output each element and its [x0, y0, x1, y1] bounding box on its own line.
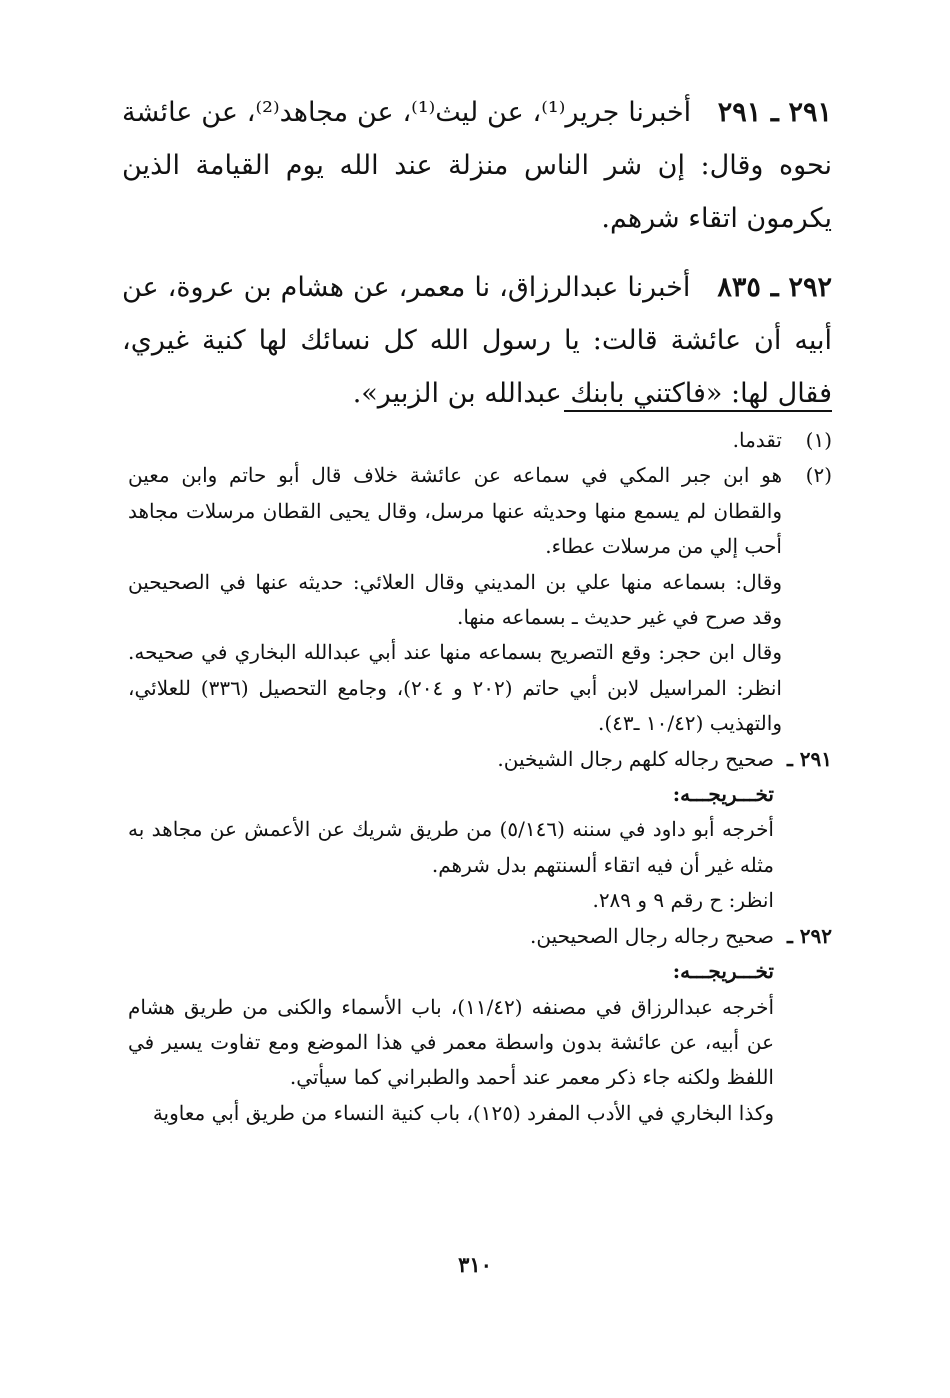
- takhrij-291: [128, 742, 832, 777]
- hadith-entry-292: [122, 261, 832, 420]
- footnote-number: (٢): [805, 463, 832, 488]
- takhrij-heading: تخـــريجـــه:: [672, 959, 774, 984]
- hadith-text: أخبرنا جرير⁽¹⁾، عن ليث⁽¹⁾، عن مجاهد⁽²⁾، عن عائشة نحوه وقال: إن شر الناس منزلة عند الله يوم القيامة الذين يكرمون اتقاء شرهم.: [122, 97, 832, 234]
- takhrij-number: ٢٩٢ ـ: [786, 923, 832, 948]
- footnote-2: [128, 458, 832, 741]
- takhrij-status: صحيح رجاله كلهم رجال الشيخين.: [497, 746, 774, 771]
- takhrij-291-body: [128, 777, 774, 919]
- takhrij-paragraph: أخرجه عبدالرزاق في مصنفه (١١/٤٢)، باب الأسماء والكنى من طريق هشام عن أبيه، عن عائشة بدون واسطة معمر في هذا الموضع ومع تفاوت يسير في اللفظ ولكنه جاء ذكر معمر عند أحمد والطبراني كما سيأتي.: [128, 994, 775, 1090]
- takhrij-paragraph: أخرجه أبو داود في سننه (٥/١٤٦) من طريق شريك عن الأعمش عن مجاهد به مثله غير أن فيه اتقاء ألسنتهم بدل شرهم.: [128, 817, 774, 877]
- takhrij-paragraph: انظر: ح رقم ٩ و ٢٨٩.: [592, 888, 774, 913]
- takhrij-paragraph: وكذا البخاري في الأدب المفرد (١٢٥)، باب كنية النساء من طريق أبي معاوية: [152, 1100, 774, 1125]
- footnote-text: تقدما.: [732, 428, 782, 452]
- hadith-number: ٢٩٢ ـ ٨٣٥: [717, 272, 833, 303]
- takhrij-number: ٢٩١ ـ: [786, 746, 832, 771]
- footnotes: [128, 423, 832, 1131]
- hadith-entry-291: [122, 86, 832, 245]
- hadith-text: أخبرنا عبدالرزاق، نا معمر، عن هشام بن عروة، عن أبيه أن عائشة قالت: يا رسول الله كل نسائك لها كنية غيري، فقال لها: «فاكتني بابنك عبدالله بن الزبير».: [122, 272, 832, 409]
- takhrij-status: صحيح رجاله رجال الصحيحين.: [530, 923, 774, 948]
- page-number: ٣١٠: [458, 1252, 492, 1277]
- footnote-1: [128, 423, 832, 458]
- hadith-number: ٢٩١ ـ ٢٩١: [717, 97, 833, 128]
- footnote-paragraph: وقال: بسماعه منها علي بن المديني وقال العلائي: حديثه عنها في الصحيحين وقد صرح في غير حديث ـ بسماعه منها.: [128, 569, 782, 630]
- takhrij-292-body: [128, 954, 774, 1131]
- takhrij-heading: تخـــريجـــه:: [672, 782, 774, 807]
- main-text: [122, 86, 832, 436]
- footnote-paragraph: وقال ابن حجر: وقع التصريح بسماعه منها عند أبي عبدالله البخاري في صحيحه. انظر: المراسيل لابن أبي حاتم (٢٠٢ و ٢٠٤)، وجامع التحصيل (٣٣٦) للعلائي، والتهذيب (١٠/٤٢ ـ٤٣).: [128, 640, 782, 736]
- footnote-paragraph: هو ابن جبر المكي في سماعه عن عائشة خلاف قال أبو حاتم وابن معين والقطان لم يسمع منها وحديثه عنها مرسل، وقال يحيى القطان مرسلات مجاهد أحب إلي من مرسلات عطاء.: [128, 463, 782, 559]
- footnote-number: (١): [805, 428, 832, 452]
- takhrij-292: [128, 919, 832, 954]
- footnote-separator: [564, 410, 832, 412]
